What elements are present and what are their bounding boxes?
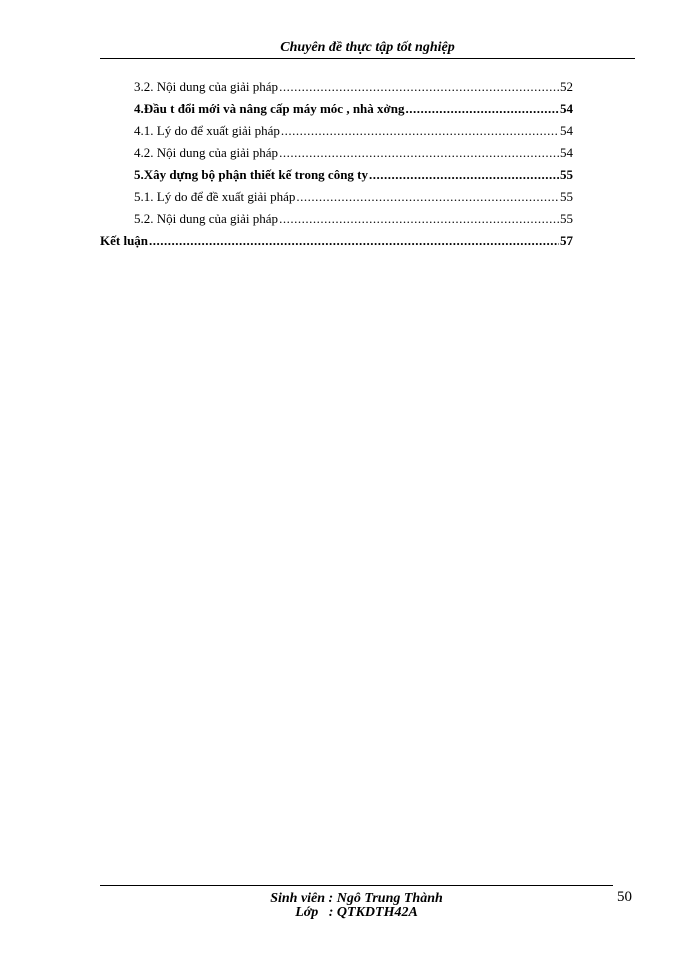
toc-entry	[100, 211, 580, 233]
toc-leader	[279, 211, 559, 227]
toc-leader	[405, 101, 559, 117]
table-of-contents	[100, 79, 580, 255]
toc-leader	[279, 79, 559, 95]
toc-entry	[100, 167, 580, 189]
toc-entry-title: 5.Xây dựng bộ phận thiết kế trong công ty	[134, 167, 369, 182]
toc-entry-page: 52	[560, 79, 573, 94]
header-title: Chuyên đề thực tập tốt nghiệp	[280, 40, 455, 55]
toc-entry	[100, 101, 580, 123]
toc-entry-title: 3.2. Nội dung của giải pháp	[134, 79, 279, 94]
toc-entry	[100, 79, 580, 101]
page-footer	[100, 885, 613, 920]
toc-entry	[100, 233, 580, 255]
toc-entry-page: 54	[560, 123, 573, 138]
page-header	[100, 38, 635, 59]
toc-entry-page: 55	[560, 211, 573, 226]
toc-leader	[279, 145, 559, 161]
toc-entry-page: 57	[560, 233, 573, 248]
toc-entry-title: Kết luận	[100, 233, 149, 248]
toc-entry-title: 4.2. Nội dung của giải pháp	[134, 145, 279, 160]
toc-entry	[100, 145, 580, 167]
toc-entry-page: 55	[560, 189, 573, 204]
toc-leader	[281, 123, 559, 139]
toc-entry-title: 5.1. Lý do để đề xuất giải pháp	[134, 189, 296, 204]
toc-entry-page: 54	[560, 101, 573, 116]
footer-student: Sinh viên : Ngô Trung Thành	[270, 891, 443, 906]
toc-entry-page: 55	[560, 167, 573, 182]
toc-leader	[296, 189, 559, 205]
page-number: 50	[617, 889, 632, 905]
toc-entry	[100, 123, 580, 145]
toc-entry-title: 4.1. Lý do để xuất giải pháp	[134, 123, 280, 138]
toc-leader	[149, 233, 559, 249]
toc-entry-page: 54	[560, 145, 573, 160]
footer-class: Lớp : QTKDTH42A	[295, 905, 418, 920]
toc-entry-title: 5.2. Nội dung của giải pháp	[134, 211, 279, 226]
toc-entry-title: 4.Đầu t đổi mới và nâng cấp máy móc , nhà xởng	[134, 101, 405, 116]
toc-leader	[369, 167, 559, 183]
toc-entry	[100, 189, 580, 211]
